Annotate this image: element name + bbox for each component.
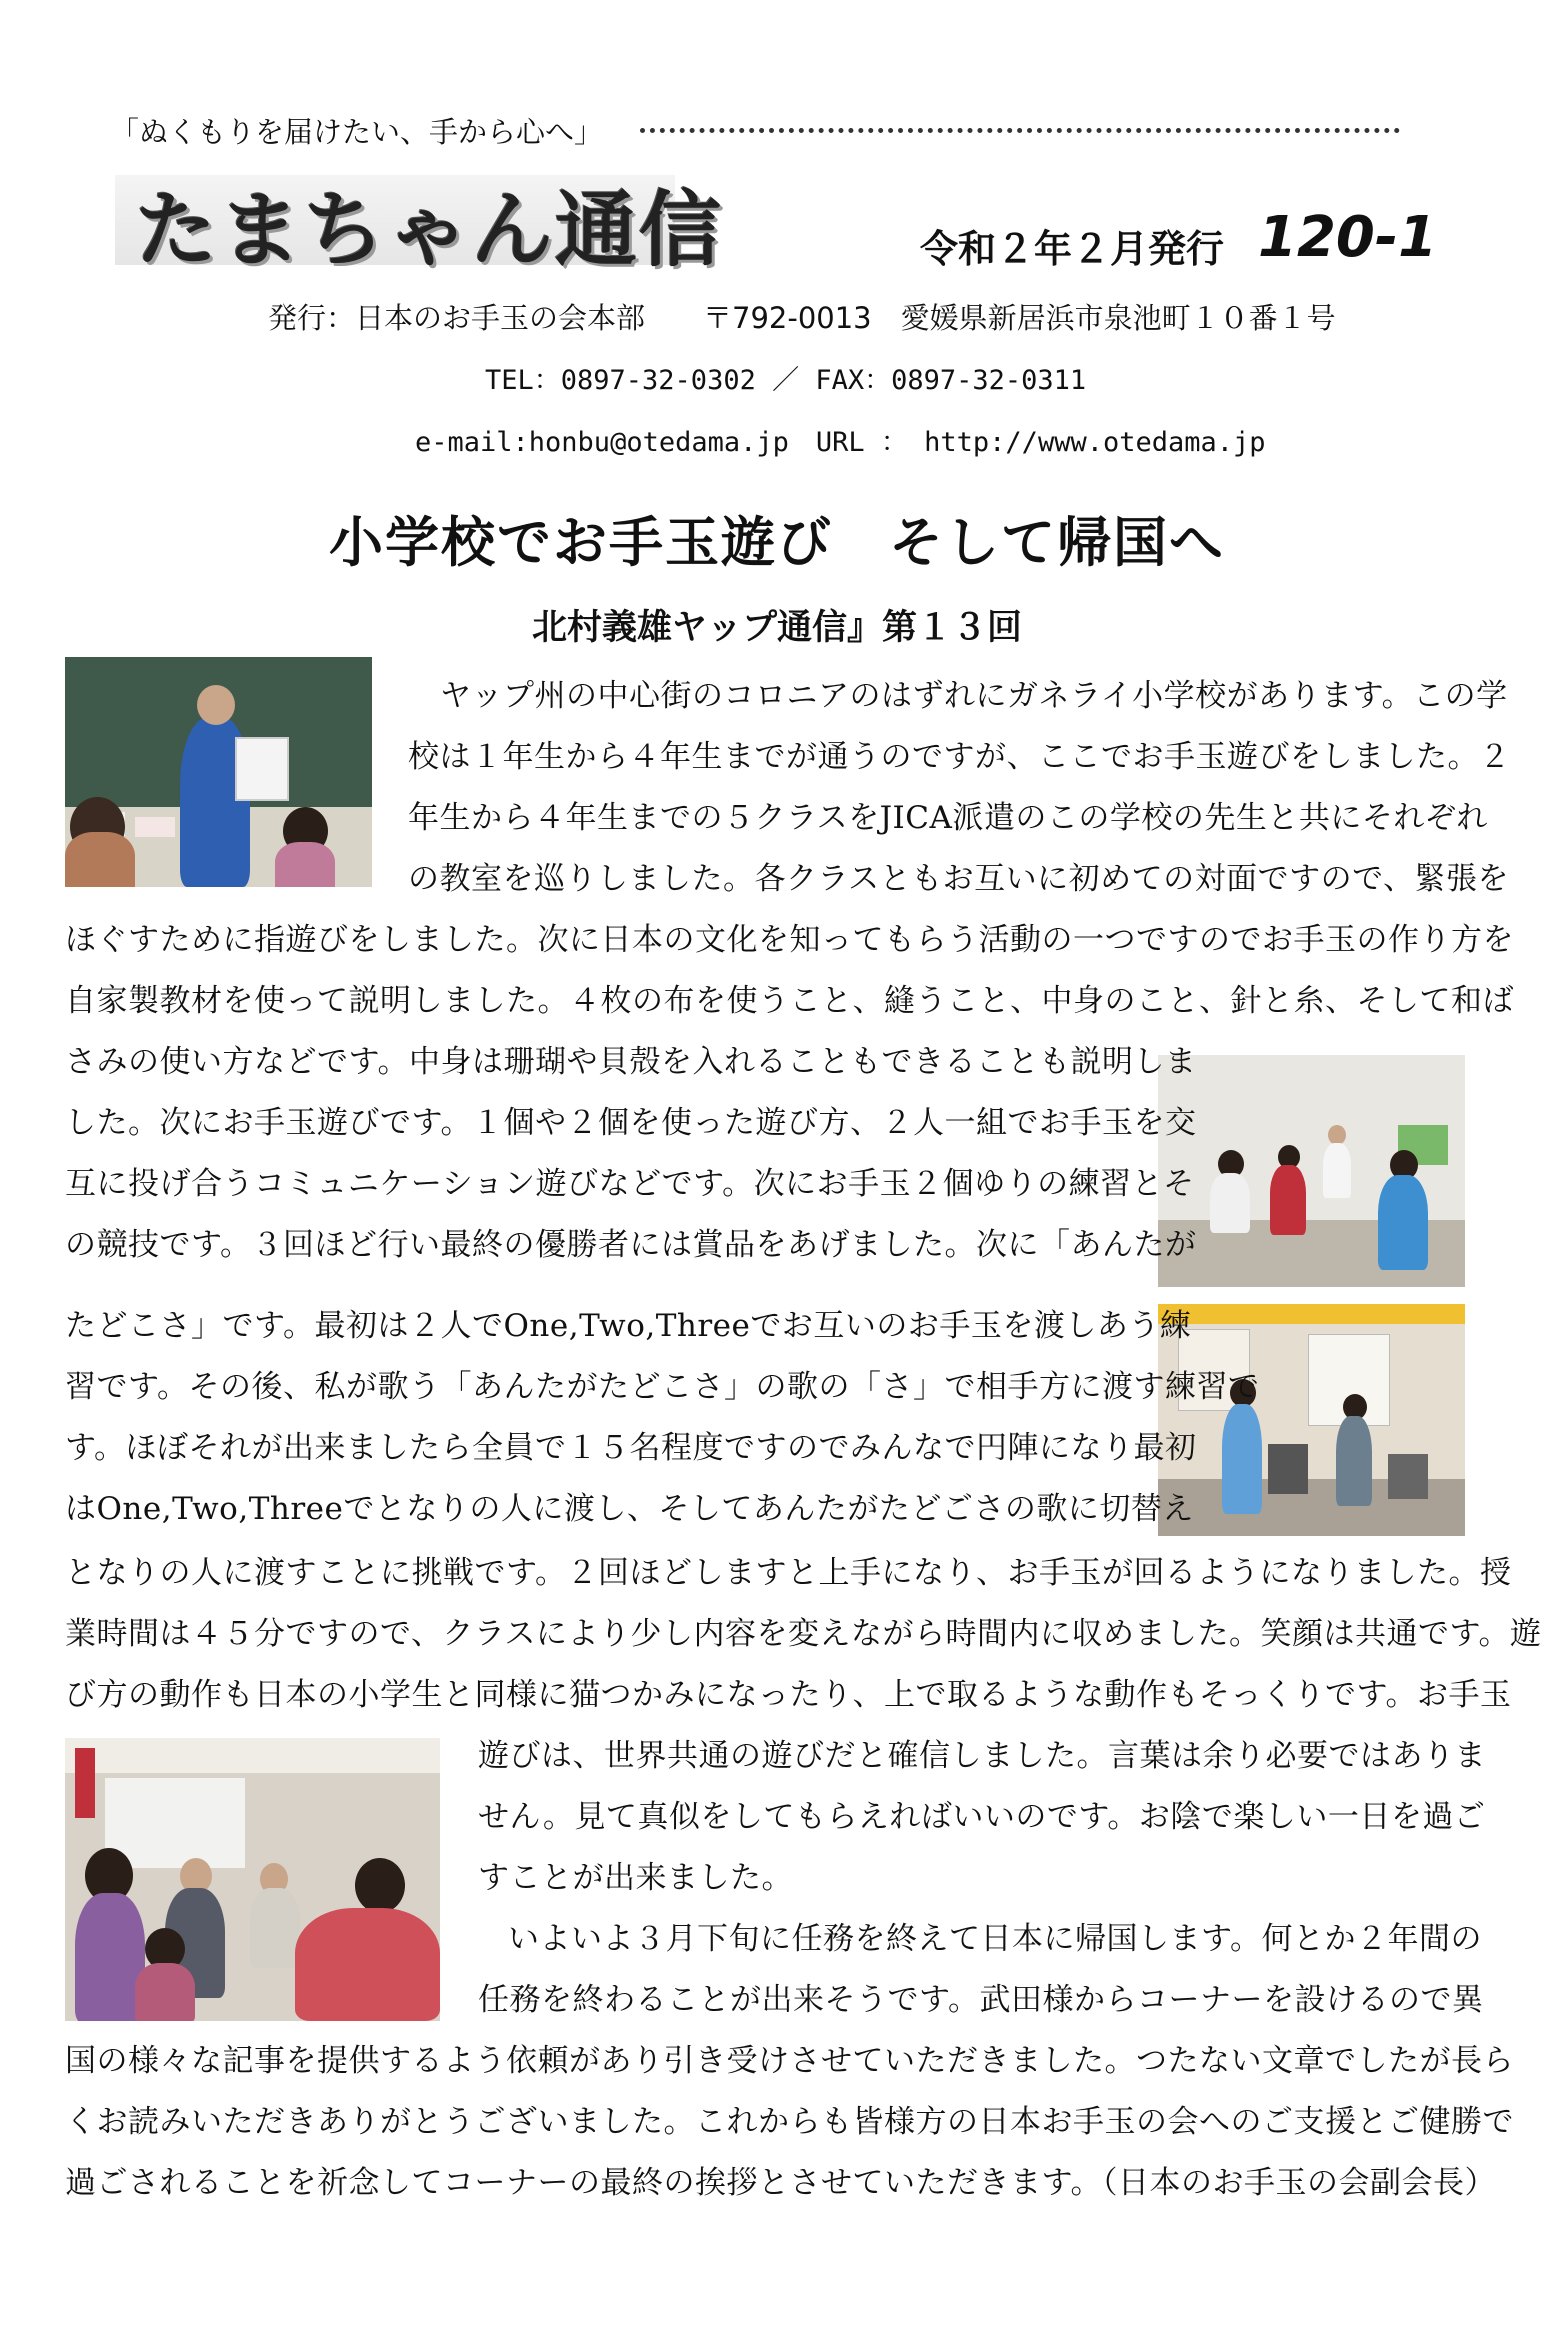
- body-line: 校は１年生から４年生までが通うのですが、ここでお手玉遊びをしました。２: [408, 739, 1511, 775]
- tel-fax: TEL：0897-32-0302 ／ FAX：0897-32-0311: [485, 365, 1087, 396]
- article-subhead: 北村義雄ヤップ通信』第１３回: [531, 608, 1022, 648]
- body-line: 任務を終わることが出来そうです。武田様からコーナーを設けるので異: [478, 1982, 1484, 2018]
- issue-number: 120-1: [1258, 205, 1438, 270]
- photo-group-activity: [65, 1738, 440, 2021]
- body-line: せん。見て真似をしてもらえればいいのです。お陰で楽しい一日を過ご: [478, 1799, 1486, 1835]
- body-line: すことが出来ました。: [478, 1860, 793, 1896]
- body-line: 習です。その後、私が歌う「あんたがたどこさ」の歌の「さ」で相手方に渡す練習で: [65, 1369, 1260, 1405]
- body-line: 自家製教材を使って説明しました。４枚の布を使うこと、縫うこと、中身のこと、針と糸、そして和ば: [65, 983, 1514, 1019]
- body-line: ヤップ州の中心街のコロニアのはずれにガネライ小学校があります。この学: [440, 678, 1508, 714]
- tagline-dotted-rule: [640, 128, 1400, 133]
- body-line: び方の動作も日本の小学生と同様に猫つかみになったり、上で取るような動作もそっくりです。お手玉: [65, 1677, 1512, 1713]
- body-line: した。次にお手玉遊びです。１個や２個を使った遊び方、２人一組でお手玉を交: [65, 1105, 1197, 1141]
- body-line: くお読みいただきありがとうございました。これからも皆様方の日本お手玉の会へのご支援とご健勝で: [65, 2104, 1514, 2140]
- body-line: の教室を巡りしました。各クラスともお互いに初めての対面ですので、緊張を: [408, 861, 1509, 897]
- body-line: さみの使い方などです。中身は珊瑚や貝殻を入れることもできることも説明しま: [65, 1044, 1197, 1080]
- photo-children-tossing: [1158, 1055, 1465, 1287]
- body-line: す。ほぼそれが出来ましたら全員で１５名程度ですのでみんなで円陣になり最初: [65, 1430, 1197, 1466]
- body-line: ほぐすために指遊びをしました。次に日本の文化を知ってもらう活動の一つですのでお手玉の作り方を: [65, 922, 1514, 958]
- body-line: 年生から４年生までの５クラスをJICA派遣のこの学校の先生と共にそれぞれ: [408, 800, 1488, 836]
- body-line: 過ごされることを祈念してコーナーの最終の挨拶とさせていただきます。（日本のお手玉の会副会長）: [65, 2165, 1497, 2201]
- photo-teacher-chalkboard: [65, 657, 372, 887]
- body-line: となりの人に渡すことに挑戦です。２回ほどしますと上手になり、お手玉が回るようになりました。授: [65, 1555, 1512, 1591]
- body-line: いよいよ３月下旬に任務を終えて日本に帰国します。何とか２年間の: [508, 1921, 1483, 1957]
- body-line: 互に投げ合うコミュニケーション遊びなどです。次にお手玉２個ゆりの練習とそ: [65, 1166, 1195, 1202]
- article-headline: 小学校でお手玉遊び そして帰国へ: [329, 510, 1225, 574]
- tagline: 「ぬくもりを届けたい、手から心へ」: [110, 115, 604, 149]
- masthead-title: たまちゃん通信: [135, 183, 724, 278]
- body-line: 遊びは、世界共通の遊びだと確信しました。言葉は余り必要ではありま: [478, 1738, 1486, 1774]
- issue-date: 令和２年２月発行: [920, 227, 1225, 271]
- body-line: 業時間は４５分ですので、クラスにより少し内容を変えながら時間内に収めました。笑顔は共通です。遊: [65, 1616, 1542, 1652]
- photo-classroom-practice: [1158, 1304, 1465, 1536]
- body-line: 国の様々な記事を提供するよう依頼があり引き受けさせていただきました。つたない文章でしたが長ら: [65, 2043, 1514, 2079]
- email-url: e-mail:honbu@otedama.jp URL ： http://www.otedama.jp: [415, 427, 1266, 458]
- body-line: はOne,Two,Threeでとなりの人に渡し、そしてあんたがたどごさの歌に切替え: [65, 1491, 1194, 1527]
- publisher-address: 発行：日本のお手玉の会本部 〒792-0013 愛媛県新居浜市泉池町１０番１号: [268, 301, 1336, 335]
- body-line: たどこさ」です。最初は２人でOne,Two,Threeでお互いのお手玉を渡しあう練: [65, 1308, 1192, 1344]
- body-line: の競技です。３回ほど行い最終の優勝者には賞品をあげました。次に「あんたが: [65, 1227, 1197, 1263]
